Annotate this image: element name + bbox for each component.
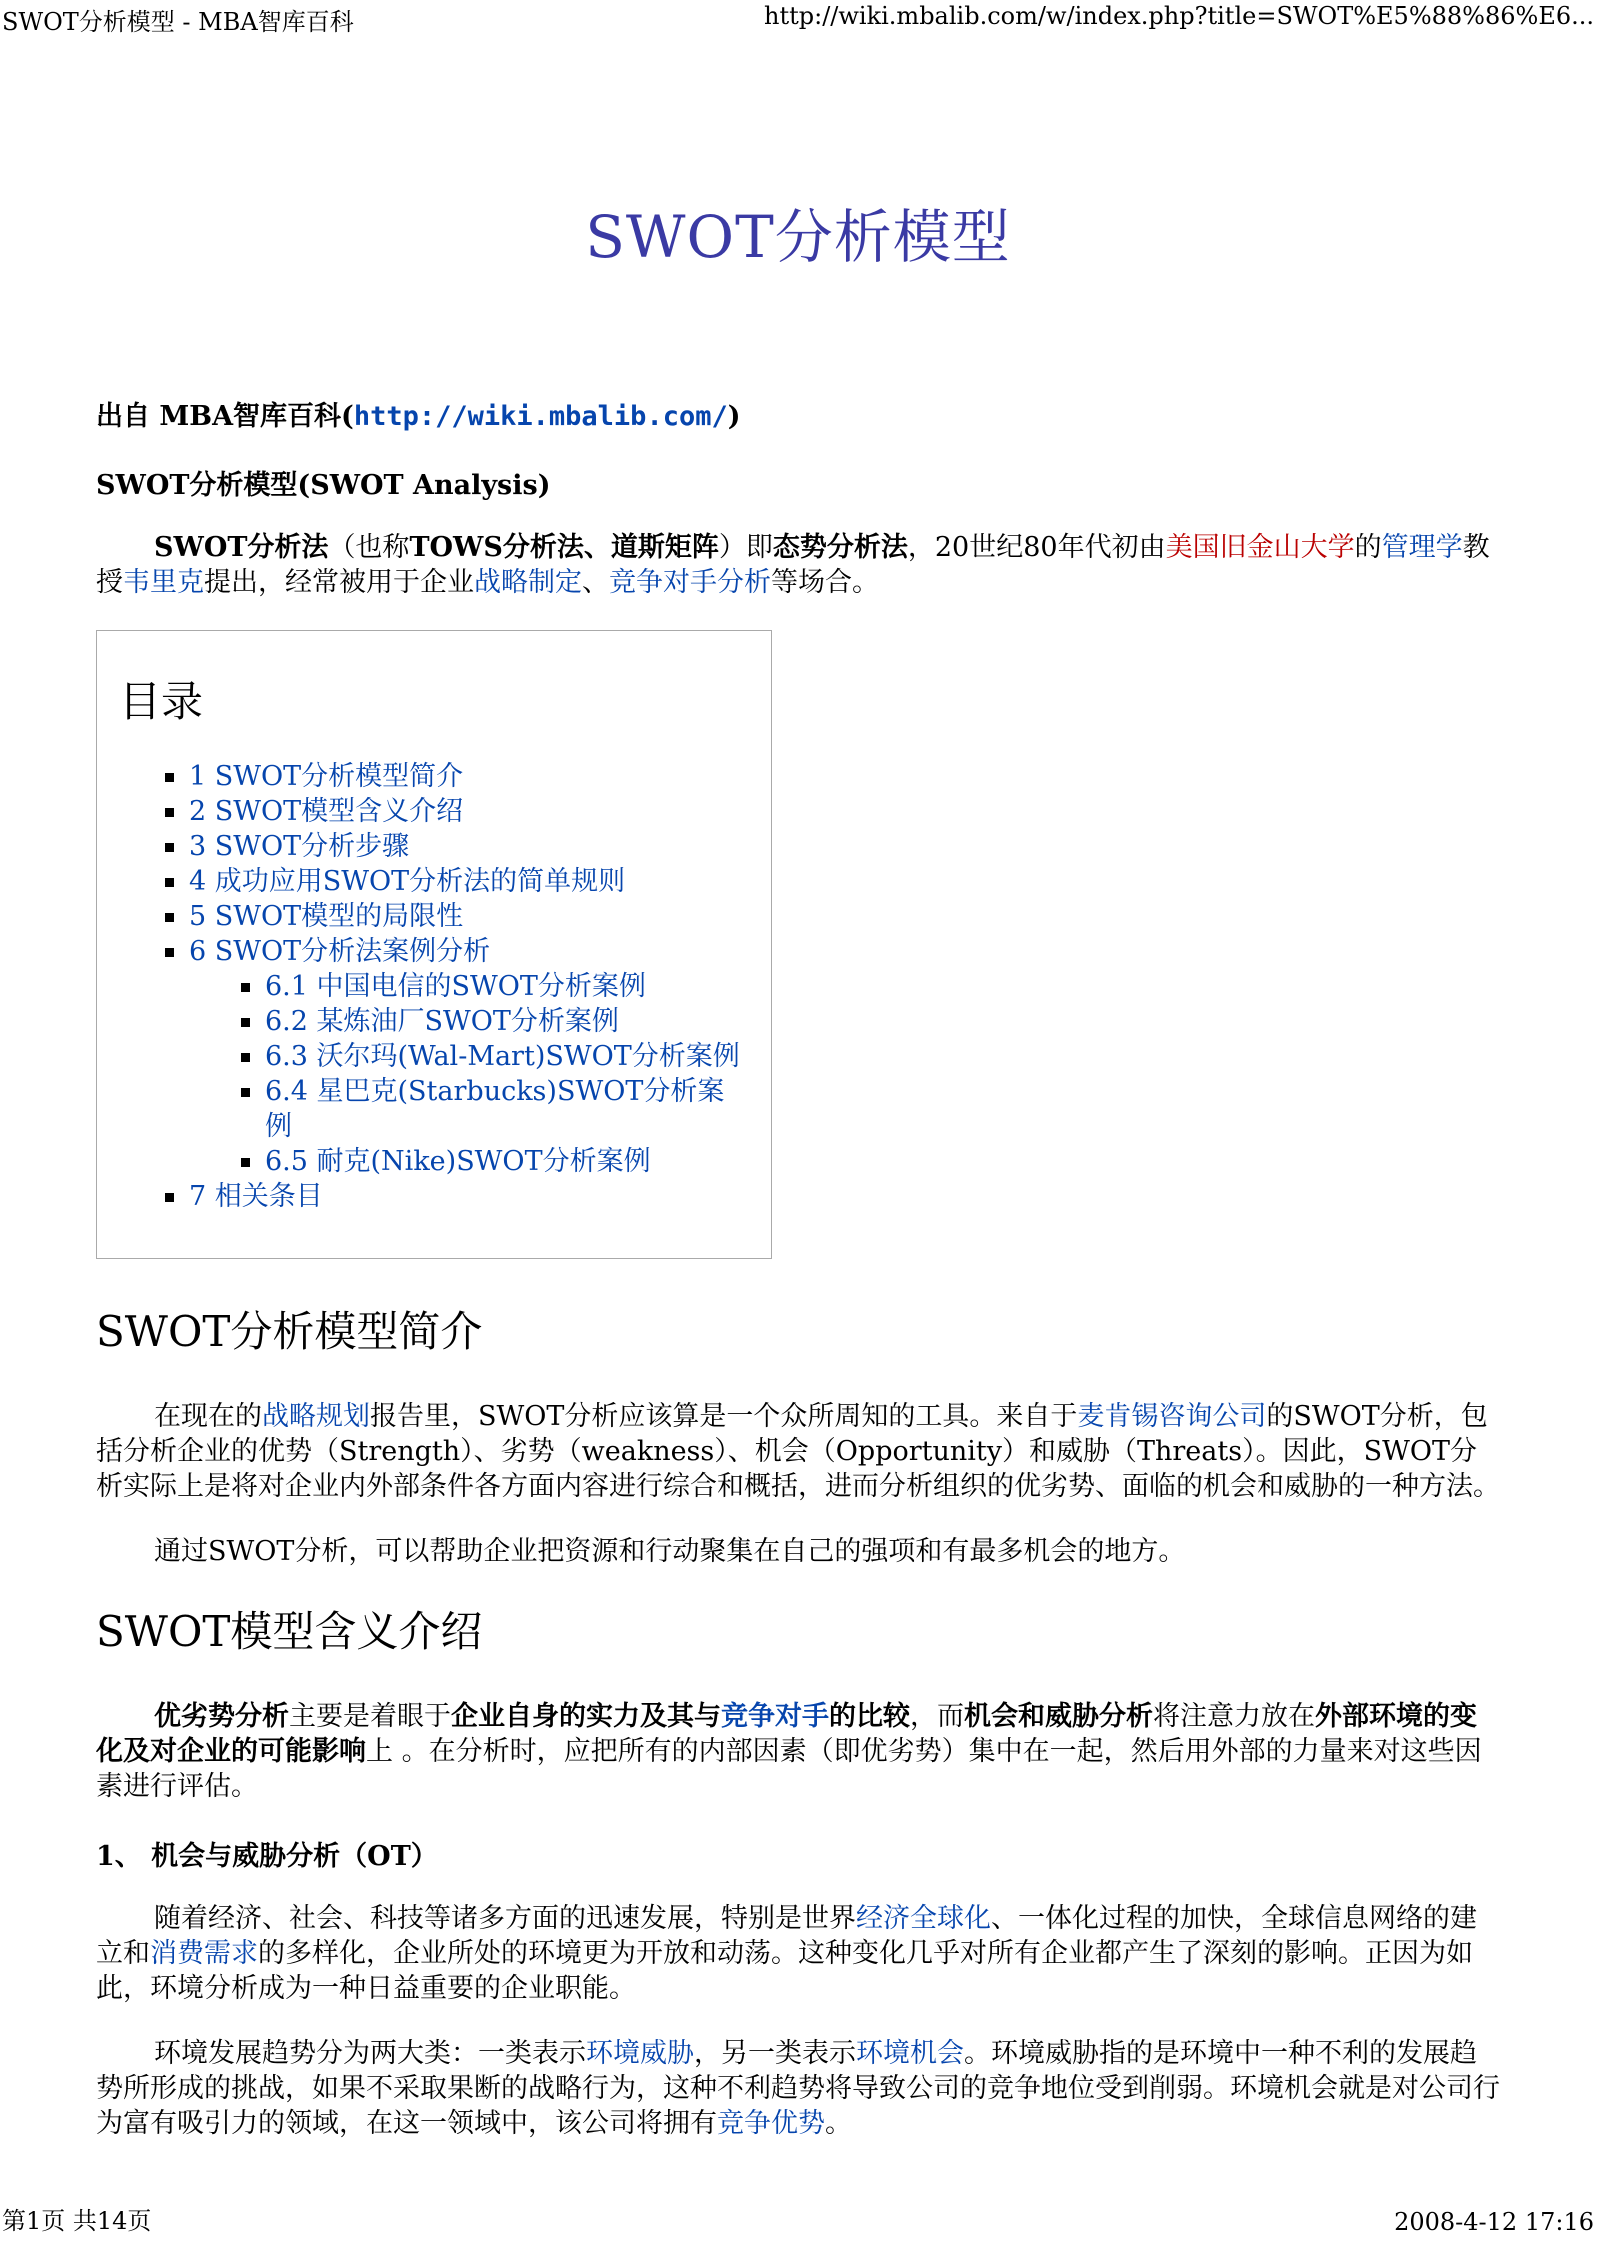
- toc-link[interactable]: 2 SWOT模型含义介绍: [189, 796, 464, 827]
- link-strategy-making[interactable]: 战略制定: [474, 567, 582, 598]
- s2p1-text-3: 将注意力放在: [1153, 1701, 1315, 1732]
- toc-item: [119, 794, 749, 829]
- link-competitive-advantage[interactable]: 竞争优势: [717, 2108, 825, 2139]
- toc-title: 目录: [119, 677, 204, 726]
- toc-link[interactable]: 1 SWOT分析模型简介: [189, 761, 464, 792]
- section1-paragraph-2: 通过SWOT分析，可以帮助企业把资源和行动聚集在自己的强项和有最多机会的地方。: [154, 1536, 1186, 1567]
- intro-text-1: （也称: [328, 532, 410, 563]
- s1p1-text-3: 的SWOT分析，包括分析企业的优势（Strength）、劣势（weakness）、机会（Opportunity）和威胁（Threats）。因此，SWOT分析实际上是将对企业内外部条件各方面内容进行综合和概括，进而分析组织的优劣势、面临的机会和威胁的一种方法。: [96, 1401, 1500, 1502]
- toc-item: [119, 829, 749, 864]
- link-weihrich[interactable]: 韦里克: [123, 567, 204, 598]
- link-consumer-demand[interactable]: 消费需求: [150, 1938, 258, 1969]
- toc-item: [119, 759, 749, 794]
- s2p1-text-2: ，而: [910, 1701, 964, 1732]
- s2p2-text-3: 的多样化，企业所处的环境更为开放和动荡。这种变化几乎对所有企业都产生了深刻的影响。正因为如此，环境分析成为一种日益重要的企业职能。: [96, 1938, 1473, 2004]
- toc-link[interactable]: 6.5 耐克(Nike)SWOT分析案例: [265, 1146, 651, 1177]
- article-content: [96, 190, 1500, 2171]
- bullet-icon: [165, 843, 174, 852]
- section2-paragraph-2: [96, 1901, 1500, 2006]
- s2p3-text-2: ，另一类表示: [694, 2038, 856, 2069]
- bullet-icon: [165, 808, 174, 817]
- s2p2-text-2: 、一体化过程的加快，全球信息网络的建立和: [96, 1903, 1477, 1969]
- toc-link[interactable]: 5 SWOT模型的局限性: [189, 901, 464, 932]
- s2p3-text-4: 。: [825, 2108, 852, 2139]
- section2-paragraph-1: [96, 1699, 1500, 1804]
- link-mckinsey[interactable]: 麦肯锡咨询公司: [1077, 1401, 1267, 1432]
- intro-text-5: 教授: [96, 532, 1490, 598]
- s2p2-text-1: 随着经济、社会、科技等诸多方面的迅速发展，特别是世界: [154, 1903, 856, 1934]
- toc-item: [119, 864, 749, 899]
- toc-link[interactable]: 4 成功应用SWOT分析法的简单规则: [189, 866, 626, 897]
- toc-subitem: [119, 1004, 749, 1039]
- toc-subitem: [119, 1144, 749, 1179]
- toc-subitem: [119, 1039, 749, 1074]
- bullet-icon: [241, 983, 250, 992]
- intro-text-8: 等场合。: [771, 567, 879, 598]
- section-heading-meaning: SWOT模型含义介绍: [96, 1607, 483, 1656]
- bullet-icon: [241, 1158, 250, 1167]
- section-heading-intro: SWOT分析模型简介: [96, 1307, 483, 1356]
- intro-bold-3: 态势分析法: [772, 532, 908, 563]
- link-environmental-opportunity[interactable]: 环境机会: [856, 2038, 964, 2069]
- intro-bold-1: SWOT分析法: [154, 532, 329, 563]
- intro-bold-2: TOWS分析法、道斯矩阵: [409, 532, 719, 563]
- bullet-icon: [165, 913, 174, 922]
- toc-item: [119, 899, 749, 934]
- s1p1-text-2: 报告里，SWOT分析应该算是一个众所周知的工具。来自于: [370, 1401, 1078, 1432]
- bullet-icon: [165, 1193, 174, 1202]
- print-header-url: http://wiki.mbalib.com/w/index.php?title=SWOT%E5%88%86%E6...: [764, 2, 1594, 30]
- toc-link[interactable]: 3 SWOT分析步骤: [189, 831, 410, 862]
- subheading-ot-analysis: 1、 机会与威胁分析（OT）: [96, 1841, 438, 1872]
- section1-paragraph-1: [96, 1399, 1500, 1504]
- toc-link[interactable]: 6.3 沃尔玛(Wal-Mart)SWOT分析案例: [265, 1041, 740, 1072]
- toc-item: [119, 1179, 749, 1214]
- link-usf[interactable]: 美国旧金山大学: [1165, 532, 1355, 563]
- bullet-icon: [241, 1018, 250, 1027]
- toc-link[interactable]: 6.1 中国电信的SWOT分析案例: [265, 971, 646, 1002]
- toc-link[interactable]: 7 相关条目: [189, 1181, 323, 1212]
- link-management[interactable]: 管理学: [1381, 532, 1463, 563]
- s1p1-text-1: 在现在的: [154, 1401, 262, 1432]
- intro-text-2: ）即: [718, 532, 773, 563]
- s2p1-bold-2: 企业自身的实力及其与: [451, 1701, 721, 1732]
- page-title: SWOT分析模型: [585, 203, 1011, 271]
- toc-link[interactable]: 6.2 某炼油厂SWOT分析案例: [265, 1006, 619, 1037]
- link-strategic-planning[interactable]: 战略规划: [262, 1401, 370, 1432]
- s2p1-bold-4: 机会和威胁分析: [964, 1701, 1153, 1732]
- table-of-contents: [96, 630, 772, 1259]
- link-competitor-analysis[interactable]: 竞争对手分析: [609, 567, 771, 598]
- intro-text-3: ，20世纪80年代初由: [907, 532, 1166, 563]
- intro-paragraph: [96, 530, 1500, 600]
- toc-link[interactable]: 6.4 星巴克(Starbucks)SWOT分析案例: [265, 1076, 725, 1142]
- link-economic-globalization[interactable]: 经济全球化: [856, 1903, 991, 1934]
- bullet-icon: [241, 1053, 250, 1062]
- s2p1-bold-1: 优劣势分析: [154, 1701, 289, 1732]
- bullet-icon: [165, 878, 174, 887]
- s2p1-text-4: 上 。在分析时，应把所有的内部因素（即优劣势）集中在一起，然后用外部的力量来对这些因素进行评估。: [96, 1736, 1482, 1802]
- bullet-icon: [165, 773, 174, 782]
- bullet-icon: [165, 948, 174, 957]
- s2p1-bold-3: 的比较: [829, 1701, 910, 1732]
- s2p1-text-1: 主要是着眼于: [289, 1701, 451, 1732]
- toc-subitem: [119, 969, 749, 1004]
- link-environmental-threat[interactable]: 环境威胁: [586, 2038, 694, 2069]
- print-footer-datetime: 2008-4-12 17:16: [1394, 2208, 1594, 2236]
- intro-text-4: 的: [1354, 532, 1382, 563]
- s2p3-text-3: 。环境威胁指的是环境中一种不利的发展趋势所形成的挑战，如果不采取果断的战略行为，这种不利趋势将导致公司的竞争地位受到削弱。环境机会就是对公司行为富有吸引力的领域，在这一领域中，该公司将拥有: [96, 2038, 1500, 2139]
- source-suffix: ): [727, 401, 741, 432]
- print-header-title: SWOT分析模型 - MBA智库百科: [2, 8, 354, 36]
- link-competitor[interactable]: 竞争对手: [721, 1701, 829, 1732]
- article-subtitle: SWOT分析模型(SWOT Analysis): [96, 470, 551, 501]
- intro-text-7: 、: [582, 567, 609, 598]
- source-link[interactable]: http://wiki.mbalib.com/: [353, 401, 728, 432]
- print-footer-page: 第1页 共14页: [2, 2207, 152, 2235]
- toc-list: [119, 759, 749, 1214]
- toc-item: [119, 934, 749, 969]
- s2p3-text-1: 环境发展趋势分为两大类：一类表示: [154, 2038, 586, 2069]
- intro-text-6: 提出，经常被用于企业: [204, 567, 474, 598]
- source-prefix: 出自 MBA智库百科(: [96, 401, 354, 432]
- bullet-icon: [241, 1088, 250, 1097]
- toc-subitem: [119, 1074, 749, 1144]
- s2p1-bold-5: 外部环境的变化及对企业的可能影响: [96, 1701, 1477, 1767]
- section2-paragraph-3: [96, 2036, 1500, 2141]
- toc-link[interactable]: 6 SWOT分析法案例分析: [189, 936, 491, 967]
- source-line: [96, 394, 1500, 433]
